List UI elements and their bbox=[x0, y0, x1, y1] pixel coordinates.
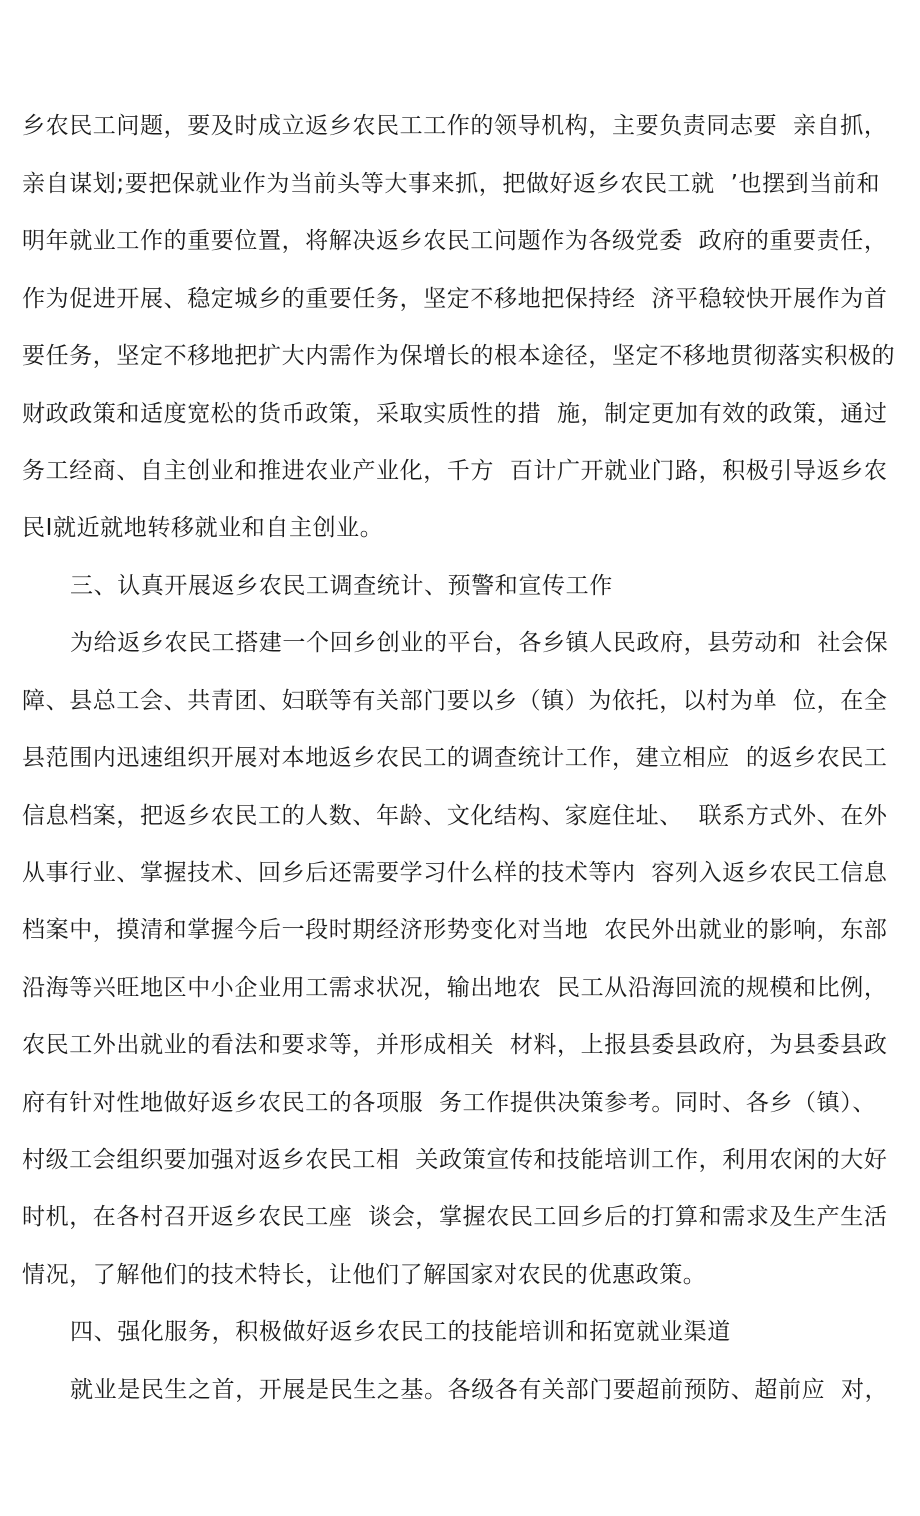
paragraph-line: 县范围内迅速组织开展对本地返乡农民工的调查统计工作，建立相应 的返乡农民工 bbox=[22, 745, 888, 771]
paragraph-line: 情况，了解他们的技术特长，让他们了解国家对农民的优惠政策。 bbox=[22, 1262, 707, 1288]
paragraph-line: 明年就业工作的重要位置，将解决返乡农民工问题作为各级党委 政府的重要责任， bbox=[22, 228, 888, 254]
paragraph-line: 亲自谋划;要把保就业作为当前头等大事来抓，把做好返乡农民工就 ’也摆到当前和 bbox=[22, 171, 881, 197]
paragraph-line: 信息档案，把返乡农民工的人数、年龄、文化结构、家庭住址、 联系方式外、在外 bbox=[22, 803, 888, 829]
paragraph-line: 乡农民工问题，要及时成立返乡农民工工作的领导机构，主要负责同志要 亲自抓， bbox=[22, 113, 888, 139]
paragraph-line: 为给返乡农民工搭建一个回乡创业的平台，各乡镇人民政府，县劳动和 社会保 bbox=[70, 630, 889, 656]
paragraph-line: 村级工会组织要加强对返乡农民工相 关政策宣传和技能培训工作，利用农闲的大好 bbox=[22, 1147, 888, 1173]
section-heading-4: 四、强化服务，积极做好返乡农民工的技能培训和拓宽就业渠道 bbox=[70, 1319, 731, 1345]
paragraph-line: 障、县总工会、共青团、妇联等有关部门要以乡（镇）为依托，以村为单 位，在全 bbox=[22, 688, 888, 714]
section-heading-3: 三、认真开展返乡农民工调查统计、预警和宣传工作 bbox=[70, 573, 613, 599]
paragraph-line: 作为促进开展、稳定城乡的重要任务，坚定不移地把保持经 济平稳较快开展作为首 bbox=[22, 286, 888, 312]
paragraph-line: 沿海等兴旺地区中小企业用工需求状况，输出地农 民工从沿海回流的规模和比例， bbox=[22, 975, 888, 1001]
paragraph-line: 时机，在各村召开返乡农民工座 谈会，掌握农民工回乡后的打算和需求及生产生活 bbox=[22, 1204, 888, 1230]
paragraph-line: 财政政策和适度宽松的货币政策，采取实质性的措 施，制定更加有效的政策，通过 bbox=[22, 401, 888, 427]
paragraph-line: 要任务，坚定不移地把扩大内需作为保增长的根本途径，坚定不移地贯彻落实积极的 bbox=[22, 343, 896, 369]
paragraph-line: 档案中，摸清和掌握今后一段时期经济形势变化对当地 农民外出就业的影响，东部 bbox=[22, 917, 888, 943]
paragraph-line: 务工经商、自主创业和推进农业产业化，千方 百计广开就业门路，积极引导返乡农 bbox=[22, 458, 888, 484]
paragraph-line: 农民工外出就业的看法和要求等，并形成相关 材料，上报县委县政府，为县委县政 bbox=[22, 1032, 888, 1058]
paragraph-line: 从事行业、掌握技术、回乡后还需要学习什么样的技术等内 容列入返乡农民工信息 bbox=[22, 860, 888, 886]
paragraph-line: 府有针对性地做好返乡农民工的各项服 务工作提供决策参考。同时、各乡（镇）、 bbox=[22, 1090, 876, 1116]
paragraph-line: 民I就近就地转移就业和自主创业。 bbox=[22, 515, 384, 541]
paragraph-line: 就业是民生之首，开展是民生之基。各级各有关部门要超前预防、超前应 对， bbox=[70, 1377, 889, 1403]
